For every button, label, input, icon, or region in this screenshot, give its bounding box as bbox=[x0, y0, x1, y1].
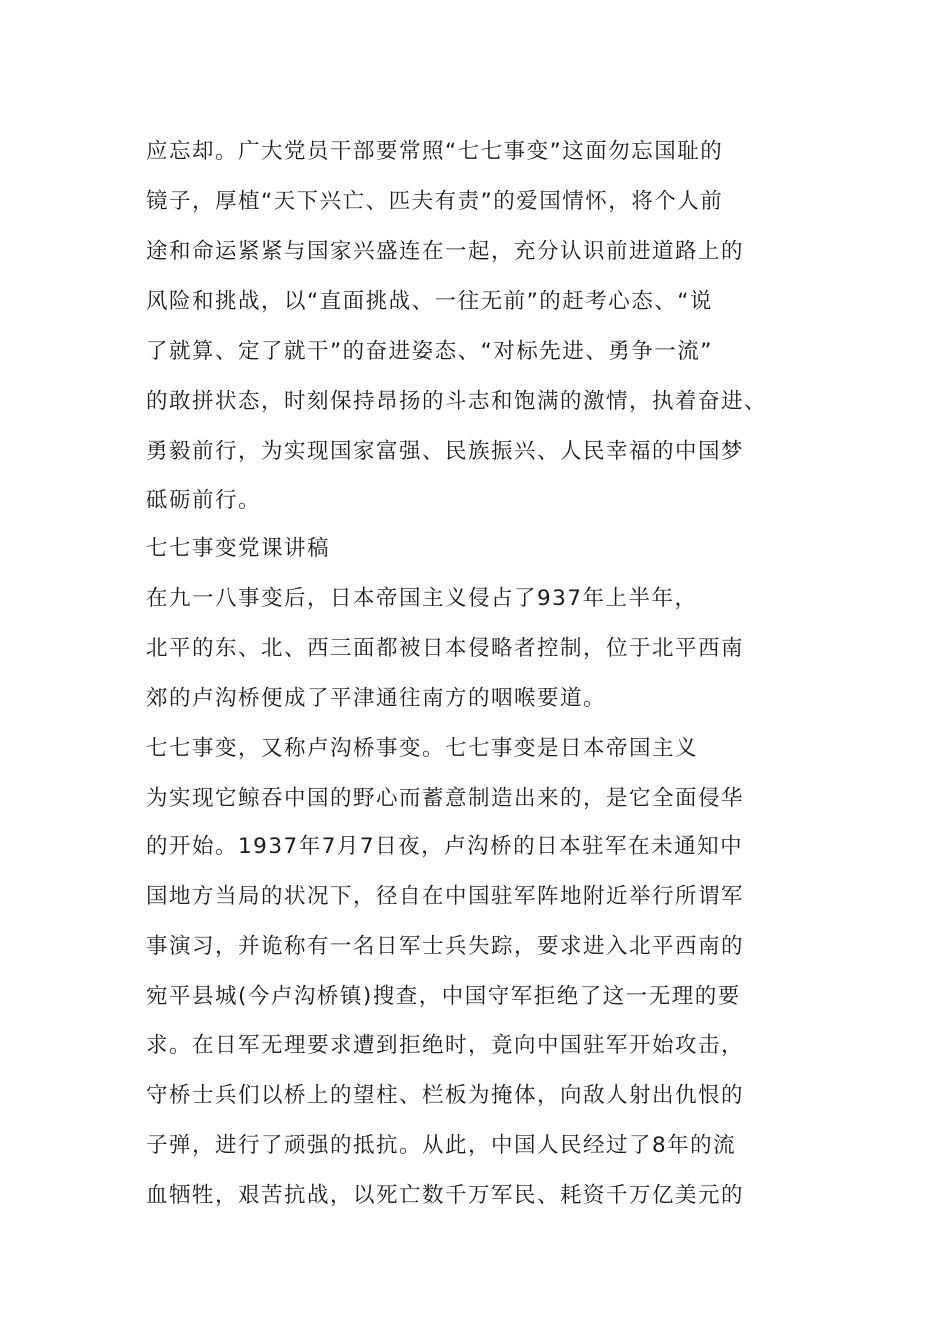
text-line: 子弹，进行了顽强的抵抗。从此，中国人民经过了8年的流 bbox=[146, 1133, 737, 1158]
text-line: 宛平县城(今卢沟桥镇)搜查，中国守军拒绝了这一无理的要 bbox=[146, 984, 741, 1009]
text-line: 北平的东、北、西三面都被日本侵略者控制，位于北平西南 bbox=[146, 636, 745, 661]
text-line: 守桥士兵们以桥上的望柱、栏板为掩体，向敌人射出仇恨的 bbox=[146, 1083, 745, 1108]
text-line: 为实现它鲸吞中国的野心而蓄意制造出来的，是它全面侵华 bbox=[146, 786, 745, 811]
text-line: 郊的卢沟桥便成了平津通往南方的咽喉要道。 bbox=[146, 686, 607, 711]
text-line: 应忘却。广大党员干部要常照“七七事变”这面勿忘国耻的 bbox=[146, 139, 724, 164]
text-line: 七七事变，又称卢沟桥事变。七七事变是日本帝国主义 bbox=[146, 736, 699, 761]
text-line: 镜子，厚植“天下兴亡、匹夫有责”的爱国情怀，将个人前 bbox=[146, 189, 724, 214]
text-line: 勇毅前行，为实现国家富强、民族振兴、人民幸福的中国梦 bbox=[146, 439, 745, 464]
text-line: 砥砺前行。 bbox=[146, 488, 262, 513]
text-line: 求。在日军无理要求遭到拒绝时，竟向中国驻军开始攻击， bbox=[146, 1033, 745, 1058]
text-line: 了就算、定了就干”的奋进姿态、“对标先进、勇争一流” bbox=[146, 339, 713, 364]
text-line: 国地方当局的状况下，径自在中国驻军阵地附近举行所谓军 bbox=[146, 884, 745, 909]
text-line: 事演习，并诡称有一名日军士兵失踪，要求进入北平西南的 bbox=[146, 934, 745, 959]
text-line: 风险和挑战，以“直面挑战、一往无前”的赶考心态、“说 bbox=[146, 289, 713, 314]
text-line: 的敢拼状态，时刻保持昂扬的斗志和饱满的激情，执着奋进、 bbox=[146, 389, 768, 414]
text-line: 的开始。1937年7月7日夜，卢沟桥的日本驻军在未通知中 bbox=[146, 834, 744, 859]
text-line: 血牺牲，艰苦抗战，以死亡数千万军民、耗资千万亿美元的 bbox=[146, 1183, 745, 1208]
text-line: 途和命运紧紧与国家兴盛连在一起，充分认识前进道路上的 bbox=[146, 239, 745, 264]
section-heading: 七七事变党课讲稿 bbox=[146, 536, 331, 561]
text-line: 在九一八事变后，日本帝国主义侵占了937年上半年， bbox=[146, 586, 698, 611]
